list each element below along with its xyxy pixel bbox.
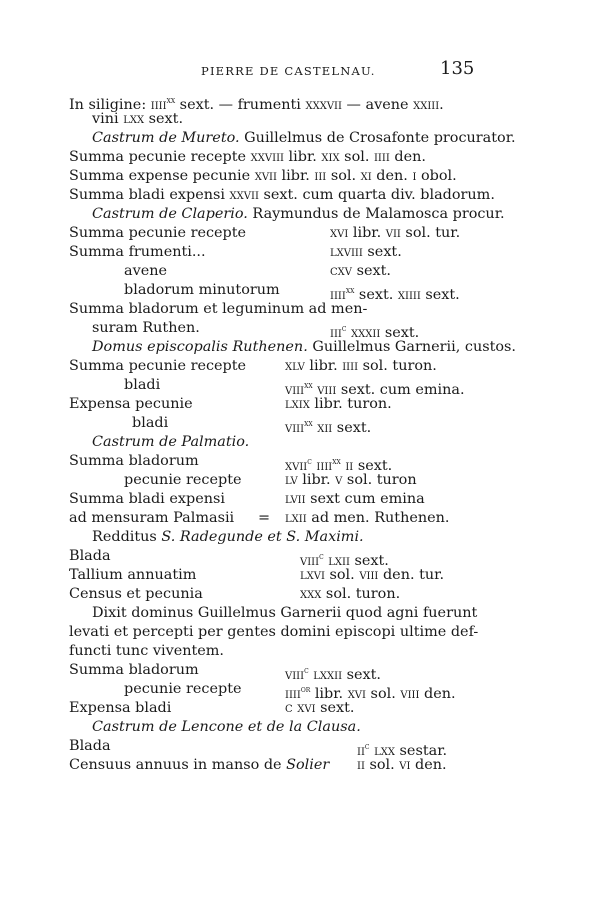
text-value: iiii$^{or}$ libr. xvi sol. viii den. bbox=[285, 685, 456, 702]
text-line: Summa bladi expensi xxvii sext. cum quarta div. bladorum. bbox=[69, 187, 495, 203]
text-line: Summa expense pecunie xvii libr. iii sol. xi den. i obol. bbox=[69, 168, 457, 184]
text-line: bladi bbox=[124, 377, 161, 393]
text-value: lxii ad men. Ruthenen. bbox=[285, 510, 450, 526]
page-number: 135 bbox=[440, 58, 475, 79]
text-value: xvi libr. vii sol. tur. bbox=[330, 225, 461, 241]
text-value: lxix libr. turon. bbox=[285, 396, 392, 412]
text-line: Summa pecunie recepte bbox=[69, 225, 247, 241]
text-line: levati et percepti per gentes domini episcopi ultime def- bbox=[69, 624, 479, 640]
section-heading: Castrum de Claperio. Raymundus de Malamosca procur. bbox=[92, 206, 505, 222]
section-heading: Castrum de Lencone et de la Clausa. bbox=[92, 719, 361, 735]
text-line: suram Ruthen. bbox=[92, 320, 200, 336]
text-value: c xvi sext. bbox=[285, 700, 355, 716]
text-line: bladi bbox=[132, 415, 169, 431]
text-line: Summa bladi expensi bbox=[69, 491, 225, 507]
text-line: ad mensuram Palmasii bbox=[69, 510, 235, 526]
text-value: viii$^{xx}$ viii sext. cum emina. bbox=[285, 381, 465, 398]
text-value: viii$^c$ lxii sext. bbox=[300, 552, 389, 569]
text-value: xvii$^c$ iiii$^{xx}$ ii sext. bbox=[285, 457, 393, 474]
text-line: In siligine: iiii$^{xx}$ sext. — frumenti xxxvii — avene xxiii. bbox=[69, 96, 444, 113]
text-line: Census et pecunia bbox=[69, 586, 203, 602]
text-value: ii sol. vi den. bbox=[357, 757, 447, 773]
section-heading: Castrum de Mureto. Guillelmus de Crosafonte procurator. bbox=[92, 130, 516, 146]
text-value: viii$^{xx}$ xii sext. bbox=[285, 419, 372, 436]
text-value: lxviii sext. bbox=[330, 244, 402, 260]
running-header: PIERRE DE CASTELNAU. bbox=[201, 64, 376, 78]
text-line: Summa frumenti... bbox=[69, 244, 206, 260]
section-heading: Castrum de Palmatio. bbox=[92, 434, 250, 450]
text-line: Expensa bladi bbox=[69, 700, 172, 716]
equals-sign: = bbox=[258, 510, 271, 526]
text-line: Blada bbox=[69, 738, 111, 754]
text-value: lv libr. v sol. turon bbox=[285, 472, 417, 488]
text-line: Summa pecunie recepte xxviii libr. xix sol. iiii den. bbox=[69, 149, 426, 165]
text-line: vini lxx sext. bbox=[92, 111, 184, 127]
text-line: avene bbox=[124, 263, 168, 279]
text-line: Dixit dominus Guillelmus Garnerii quod agni fuerunt bbox=[92, 605, 478, 621]
text-line: Censuus annuus in manso de Solier bbox=[69, 757, 330, 773]
text-line: functi tunc viventem. bbox=[69, 643, 225, 659]
text-value: lvii sext cum emina bbox=[285, 491, 425, 507]
text-value: viii$^c$ lxxii sext. bbox=[285, 666, 381, 683]
text-line: Blada bbox=[69, 548, 111, 564]
text-value: xxx sol. turon. bbox=[300, 586, 401, 602]
text-line: bladorum minutorum bbox=[124, 282, 280, 298]
text-line: Summa bladorum bbox=[69, 453, 199, 469]
text-value: lxvi sol. viii den. tur. bbox=[300, 567, 445, 583]
text-line: Expensa pecunie bbox=[69, 396, 193, 412]
text-line: pecunie recepte bbox=[124, 681, 242, 697]
text-value: cxv sext. bbox=[330, 263, 391, 279]
text-value: xlv libr. iiii sol. turon. bbox=[285, 358, 437, 374]
text-line: Summa pecunie recepte bbox=[69, 358, 247, 374]
section-heading: Redditus S. Radegunde et S. Maximi. bbox=[92, 529, 364, 545]
text-value: iii$^c$ xxxii sext. bbox=[330, 324, 420, 341]
text-line: Summa bladorum bbox=[69, 662, 199, 678]
text-line: pecunie recepte bbox=[124, 472, 242, 488]
section-heading: Domus episcopalis Ruthenen. Guillelmus Garnerii, custos. bbox=[92, 339, 517, 355]
text-value: $ii^c$ lxx sestar. bbox=[357, 742, 448, 759]
text-line: Summa bladorum et leguminum ad men- bbox=[69, 301, 368, 317]
text-value: iiii$^{xx}$ sext. xiiii sext. bbox=[330, 286, 460, 303]
text-line: Tallium annuatim bbox=[69, 567, 197, 583]
